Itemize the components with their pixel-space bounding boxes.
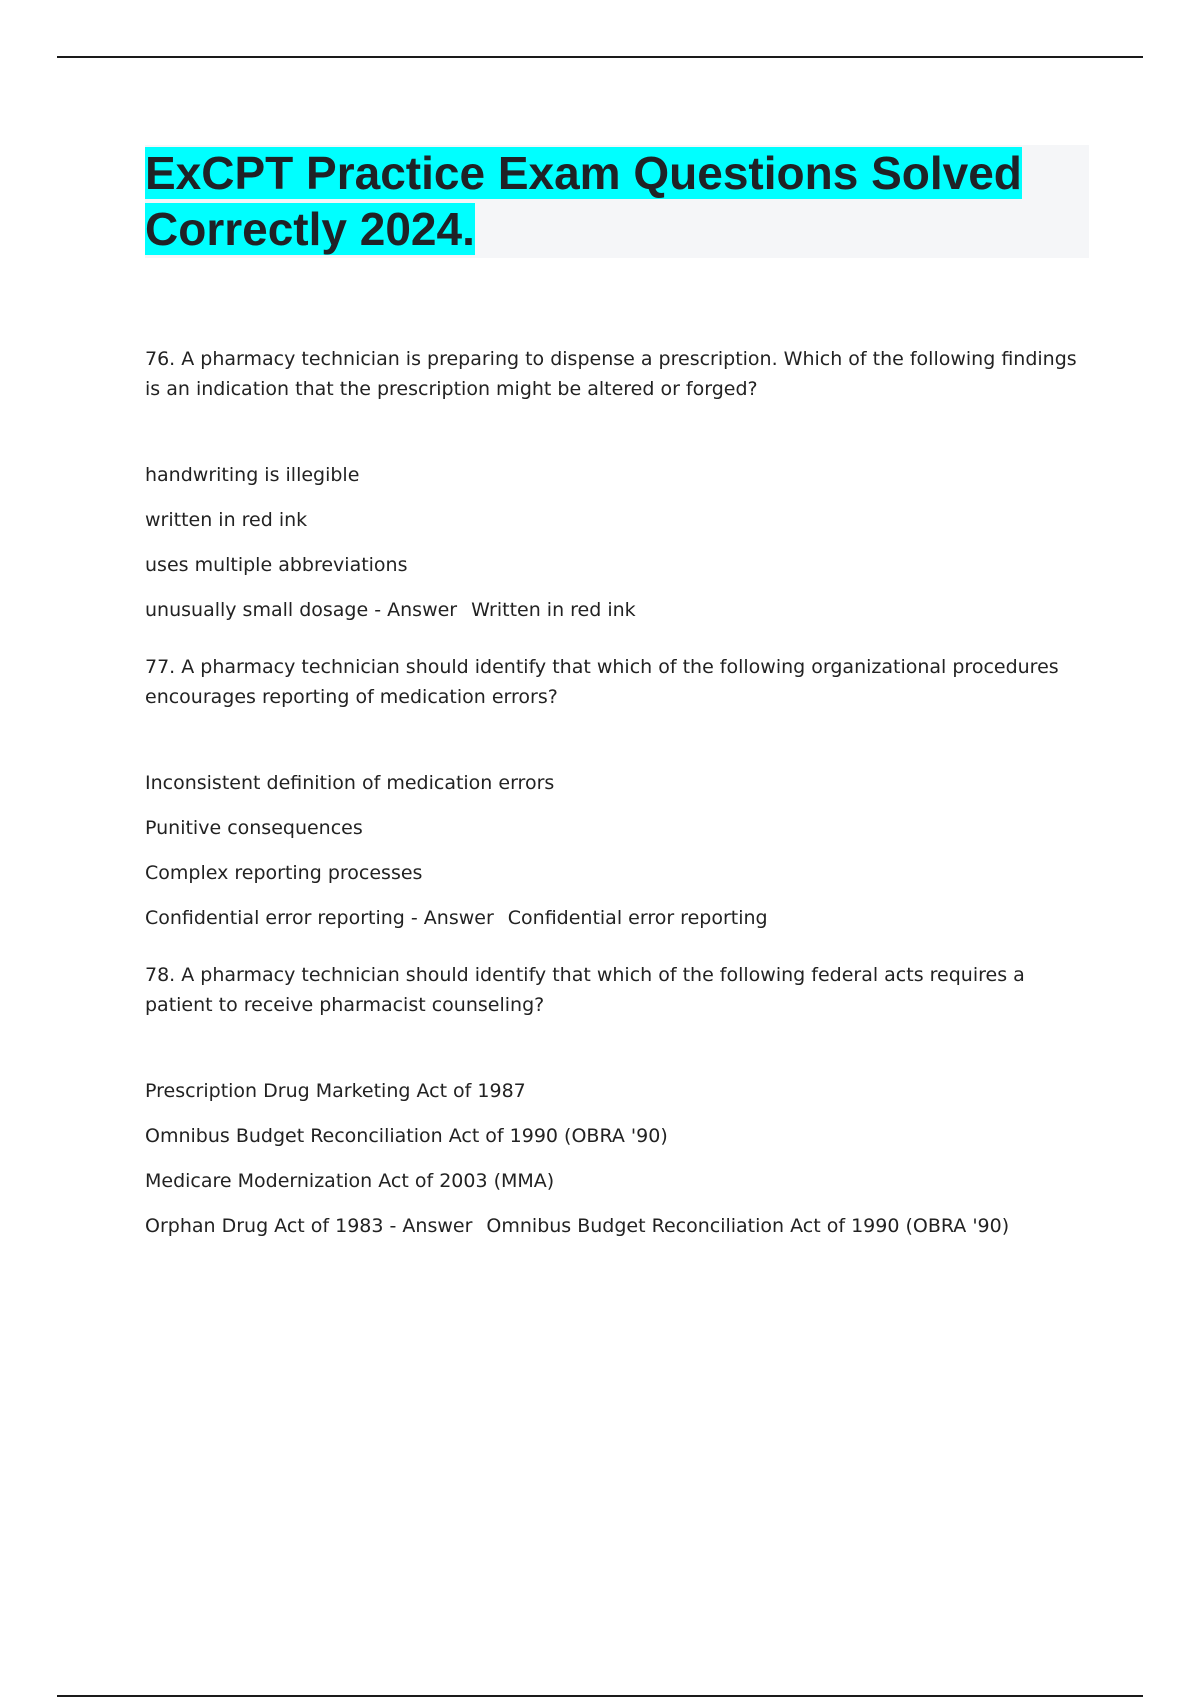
top-rule — [57, 56, 1143, 58]
option: written in red ink — [145, 509, 308, 531]
option: Confidential error reporting — [145, 907, 405, 929]
answer-label: - Answer — [389, 1215, 473, 1237]
answer-text: Omnibus Budget Reconciliation Act of 1990 (OBRA '90) — [486, 1215, 1010, 1237]
answer-label: - Answer — [374, 599, 458, 621]
title-line-1: ExCPT Practice Exam Questions Solved — [145, 147, 1022, 199]
answer-text: Confidential error reporting — [507, 907, 768, 929]
option-with-answer — [145, 599, 1090, 621]
bottom-rule — [57, 1695, 1143, 1697]
document-title — [145, 145, 1089, 257]
option: handwriting is illegible — [145, 464, 360, 486]
question-76 — [145, 344, 1090, 621]
option: Complex reporting processes — [145, 862, 423, 884]
question-text: 78. A pharmacy technician should identify that which of the following federal acts requires a patient to receive pharmacist counseling? — [145, 964, 1025, 1016]
title-block — [145, 145, 1089, 258]
answer-text: Written in red ink — [471, 599, 636, 621]
question-78 — [145, 960, 1090, 1237]
questions-content — [145, 344, 1090, 1268]
question-77 — [145, 652, 1090, 929]
title-line-2: Correctly 2024. — [145, 203, 475, 255]
question-text: 77. A pharmacy technician should identify that which of the following organizational procedures encourages reporting of medication errors? — [145, 656, 1059, 708]
option: Prescription Drug Marketing Act of 1987 — [145, 1080, 526, 1102]
option: uses multiple abbreviations — [145, 554, 408, 576]
option: Medicare Modernization Act of 2003 (MMA) — [145, 1170, 555, 1192]
answer-label: - Answer — [410, 907, 494, 929]
option: Orphan Drug Act of 1983 — [145, 1215, 384, 1237]
option: Omnibus Budget Reconciliation Act of 1990 (OBRA '90) — [145, 1125, 668, 1147]
option: Inconsistent definition of medication errors — [145, 772, 555, 794]
option: unusually small dosage — [145, 599, 369, 621]
option: Punitive consequences — [145, 817, 363, 839]
option-with-answer — [145, 907, 1090, 929]
option-with-answer — [145, 1215, 1090, 1237]
question-text: 76. A pharmacy technician is preparing to dispense a prescription. Which of the following findings is an indication that the prescription might be altered or forged? — [145, 348, 1077, 400]
